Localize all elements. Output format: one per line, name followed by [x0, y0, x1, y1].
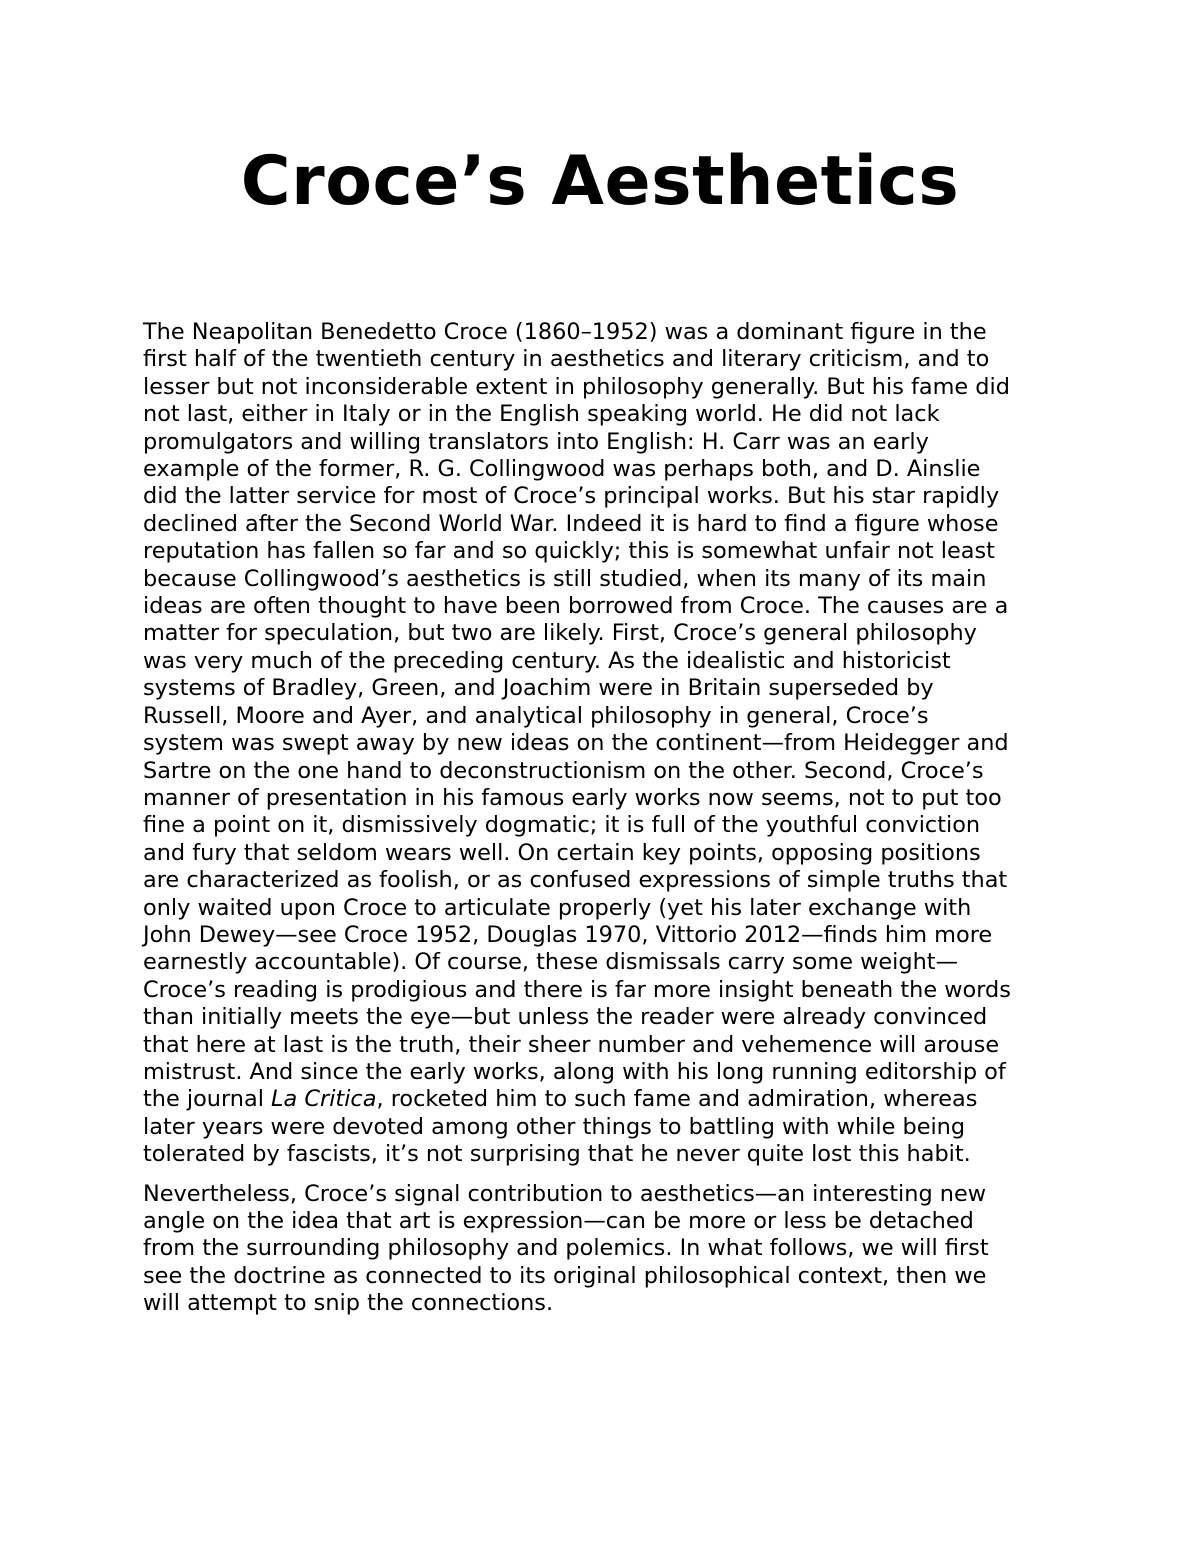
text-line: and fury that seldom wears well. On certain key points, opposing positions [143, 839, 981, 866]
text-line: reputation has fallen so far and so quickly; this is somewhat unfair not least [143, 538, 995, 565]
text-line: Croce’s reading is prodigious and there is far more insight beneath the words [143, 976, 1011, 1003]
paragraph-2 [143, 1181, 1063, 1318]
text-line: will attempt to snip the connections. [143, 1290, 554, 1317]
paragraph-1 [143, 319, 1063, 1169]
text-line-journal [143, 1086, 1063, 1113]
text-line: because Collingwood’s aesthetics is still studied, when its many of its main [143, 565, 987, 592]
text-line: The Neapolitan Benedetto Croce (1860–1952) was a dominant figure in the [143, 319, 987, 345]
text-line: was very much of the preceding century. As the idealistic and historicist [143, 647, 951, 674]
text-line: system was swept away by new ideas on the continent—from Heidegger and [143, 730, 1009, 757]
text-line: systems of Bradley, Green, and Joachim were in Britain superseded by [143, 675, 934, 702]
text-line: example of the former, R. G. Collingwood was perhaps both, and D. Ainslie [143, 456, 981, 483]
text-line: Sartre on the one hand to deconstructionism on the other. Second, Croce’s [143, 757, 984, 784]
text-line: matter for speculation, but two are likely. First, Croce’s general philosophy [143, 620, 977, 647]
journal-title: La Critica [271, 1086, 377, 1113]
text-line: manner of presentation in his famous early works now seems, not to put too [143, 784, 1002, 811]
document-body [143, 319, 1063, 1330]
text-line: later years were devoted among other things to battling with while being [143, 1113, 966, 1140]
text-line: that here at last is the truth, their sheer number and vehemence will arouse [143, 1031, 1000, 1058]
text-line: are characterized as foolish, or as confused expressions of simple truths that [143, 867, 1008, 894]
text-line: only waited upon Croce to articulate properly (yet his later exchange with [143, 894, 972, 921]
text-line: tolerated by fascists, it’s not surprising that he never quite lost this habit. [143, 1141, 971, 1168]
text-line: first half of the twentieth century in aesthetics and literary criticism, and to [143, 346, 990, 373]
text-line: Nevertheless, Croce’s signal contribution to aesthetics—an interesting new [143, 1180, 987, 1207]
text-line: fine a point on it, dismissively dogmatic; it is full of the youthful conviction [143, 812, 981, 839]
text-line: angle on the idea that art is expression—can be more or less be detached [143, 1208, 974, 1234]
text-line: declined after the Second World War. Indeed it is hard to find a figure whose [143, 510, 999, 537]
text-line: promulgators and willing translators into English: H. Carr was an early [143, 428, 929, 455]
journal-line-after: , rocketed him to such fame and admiration, whereas [376, 1086, 978, 1113]
text-line: see the doctrine as connected to its original philosophical context, then we [143, 1262, 987, 1289]
text-line: not last, either in Italy or in the English speaking world. He did not lack [143, 401, 940, 428]
page-title: Croce’s Aesthetics [240, 142, 960, 221]
text-line: earnestly accountable). Of course, these dismissals carry some weight— [143, 949, 958, 976]
text-line: Russell, Moore and Ayer, and analytical philosophy in general, Croce’s [143, 702, 929, 729]
text-line: ideas are often thought to have been borrowed from Croce. The causes are a [143, 593, 1009, 620]
journal-line-before: the journal [143, 1086, 272, 1113]
text-line: mistrust. And since the early works, along with his long running editorship of [143, 1058, 1006, 1085]
text-line: did the latter service for most of Croce’s principal works. But his star rapidly [143, 483, 1000, 510]
text-line: lesser but not inconsiderable extent in philosophy generally. But his fame did [143, 373, 1010, 400]
text-line: from the surrounding philosophy and polemics. In what follows, we will first [143, 1235, 989, 1262]
text-line: John Dewey—see Croce 1952, Douglas 1970, Vittorio 2012—finds him more [143, 921, 993, 948]
text-line: than initially meets the eye—but unless the reader were already convinced [143, 1004, 988, 1031]
